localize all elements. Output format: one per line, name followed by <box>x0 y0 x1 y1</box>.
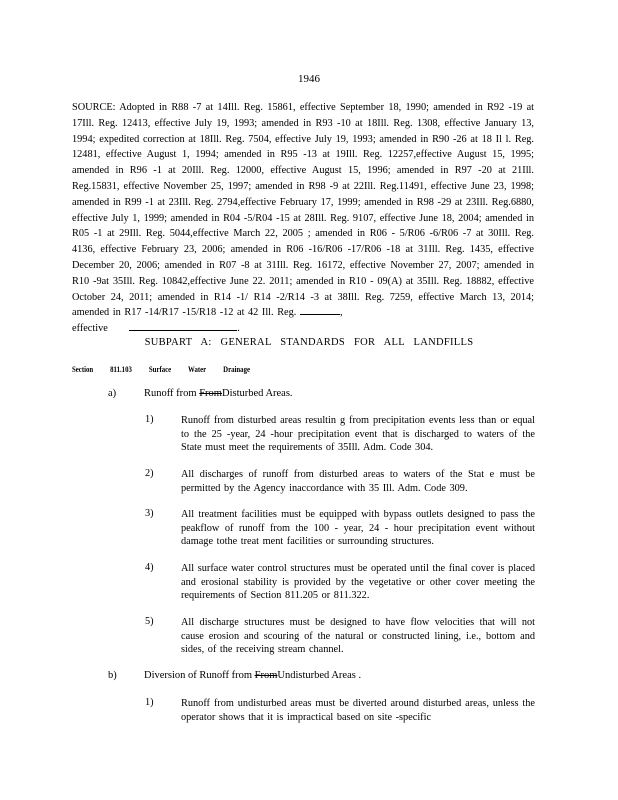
subsection-text: Undisturbed Areas . <box>277 670 362 681</box>
item-label: 4) <box>145 562 154 573</box>
subsection-text: Runoff from <box>144 388 197 399</box>
source-effective-label: effective <box>72 323 108 335</box>
item-text: All discharge structures must be designed to have flow velocities that will not cause erosion and scouring of the natural or constructed lining, i.e., bottom and sides, of the receiving stream channel. <box>181 617 535 656</box>
subsection-label: a) <box>108 388 117 399</box>
item-text: All treatment facilities must be equipped with bypass outlets designed to pass the peakflow of runoff from the 100 - year, 24 - hour precipitation event without damage tothe treat ment facilities or surrounding structures. <box>181 509 535 548</box>
item-text: All discharges of runoff from disturbed areas to waters of the Stat e must be permitted by the Agency inaccordance with 35 Ill. Adm. Code 309. <box>181 469 535 494</box>
blank-line <box>300 305 340 315</box>
item-label: 3) <box>145 508 154 519</box>
item-text: Runoff from undisturbed areas must be diverted around disturbed areas, unless the operator shows that it is impractical based on site -specific <box>181 698 535 723</box>
item-label: 1) <box>145 697 154 708</box>
source-text: SOURCE: Adopted in R88 -7 at 14Ill. Reg. 15861, effective September 18, 1990; amended in R92 -19 at 17Ill. Reg. 12413, effective July 19, 1993; amended in R93 -10 at 18Ill. Reg. 1308, effective January 13, 1994; expedited correction at 18Ill. Reg. 7504, effective July 19, 1993; amended in R90 -26 at 18 Il l. Reg. 12481, effective August 1, 1994; amended in R95 -13 at 19Ill. Reg. 12257,effective August 15, 1995; amended in R96 -1 at 20Ill. Reg. 12000, effective August 15, 1996; amended in R97 -20 at 21Ill. Reg.15831, effective November 25, 1997; amended in R98 -9 at 22Ill. Reg.11491, effective June 23, 1998; amended in R99 -1 at 23Ill. Reg. 2794,effective February 17, 1999; amended in R98 -29 at 23Ill. Reg.6880, effective July 1, 1999; amended in R04 -5/R04 -15 at 28Ill. Reg. 9107, effective June 18, 2004; amended in R05 -1 at 29Ill. Reg. 5044,effective March 22, 2005 ; amended in R06 - 5/R06 -6/R06 -7 at 30Ill. Reg. 4136, effective February 23, 2006; amended in R06 -16/R06 -17/R06 -18 at 31Ill. Reg. 1435, effective December 20, 2006; amended in R07 -8 at 31Ill. Reg. 16172, effective November 27, 2007; amended in R10 -9at 35Ill. Reg. 10842,effective June 22. 2011; amended in R10 - 09(A) at 35Ill. Reg. 18882, effective October 24, 2011; amended in R14 -1/ R14 -2/R14 -3 at 38Ill. Reg. 7259, effective March 13, 2014; amended in R17 -14/R17 -15/R18 -12 at 42 Ill. Reg. <box>72 102 534 319</box>
subsection-text: Disturbed Areas. <box>221 388 293 399</box>
struck-text: From <box>199 388 222 399</box>
section-title-word: Water <box>188 365 207 374</box>
source-comma: , <box>339 307 343 319</box>
section-title-word: Drainage <box>223 365 251 374</box>
source-note <box>72 100 534 337</box>
subsection-b <box>108 670 361 681</box>
section-title-word: Surface <box>148 365 172 374</box>
page-number: 1946 <box>298 73 320 85</box>
section-heading <box>72 365 265 374</box>
subsection-text: Diversion of Runoff from <box>144 670 252 681</box>
item-text: All surface water control structures must be operated until the final cover is placed and erosional stability is provided by the vegetative or other cover meeting the requirements of Section 811.205 or 811.322. <box>181 563 535 602</box>
subsection-label: b) <box>108 670 117 681</box>
item-text: Runoff from disturbed areas resultin g from precipitation events less than or equal to the 25 -year, 24 -hour precipitation event that is discharged to waters of the State must meet the requirements of 35Ill. Adm. Code 304. <box>181 415 535 454</box>
subsection-a <box>108 388 293 399</box>
source-period: . <box>237 323 240 335</box>
subpart-heading: SUBPART A: GENERAL STANDARDS FOR ALL LANDFILLS <box>144 337 474 348</box>
section-id: 811.103 <box>110 365 132 374</box>
item-label: 1) <box>145 414 154 425</box>
item-label: 2) <box>145 468 154 479</box>
section-label: Section <box>72 365 94 374</box>
struck-text: From <box>254 670 278 681</box>
item-label: 5) <box>145 616 154 627</box>
blank-line <box>129 321 237 331</box>
